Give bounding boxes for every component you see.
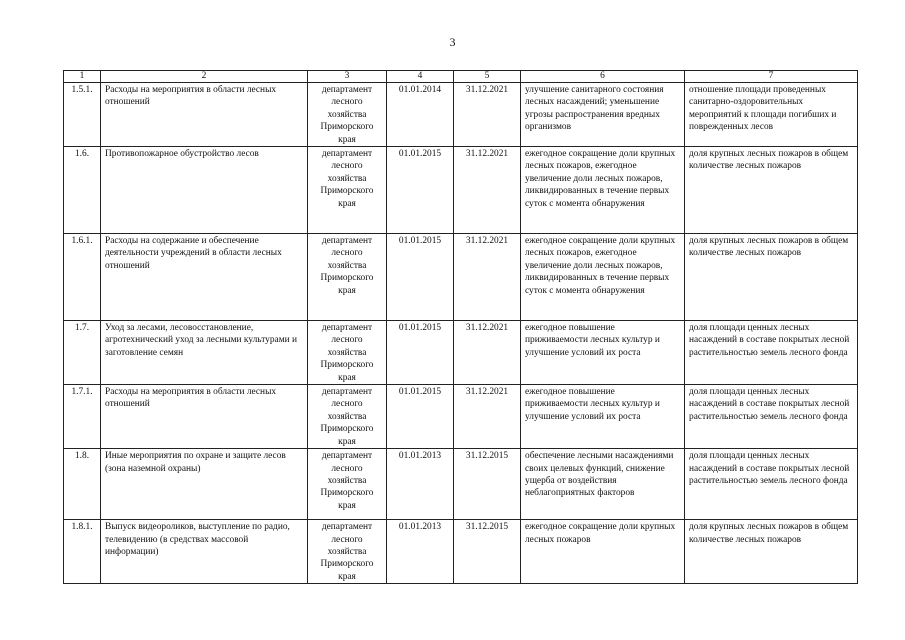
activity-name: Расходы на мероприятия в области лесных отношений	[101, 83, 308, 147]
row-number: 1.8.	[64, 449, 101, 520]
table-row	[64, 83, 858, 147]
row-number: 1.5.1.	[64, 83, 101, 147]
expected-result: ежегодное повышение приживаемости лесных культур и улучшение условий их роста	[521, 385, 685, 449]
start-date: 01.01.2015	[387, 234, 454, 321]
end-date: 31.12.2021	[454, 147, 521, 234]
column-header: 2	[101, 71, 308, 83]
activity-name: Выпуск видеороликов, выступление по радио, телевидению (в средствах массовой информации)	[101, 520, 308, 584]
end-date: 31.12.2021	[454, 321, 521, 385]
activity-name: Противопожарное обустройство лесов	[101, 147, 308, 234]
indicator: доля площади ценных лесных насаждений в составе покрытых лесной растительностью земель лесного фонда	[685, 449, 858, 520]
indicator: доля крупных лесных пожаров в общем количестве лесных пожаров	[685, 147, 858, 234]
start-date: 01.01.2013	[387, 449, 454, 520]
table-row	[64, 147, 858, 234]
table-header-row	[64, 71, 858, 83]
end-date: 31.12.2015	[454, 520, 521, 584]
table-row	[64, 520, 858, 584]
indicator: доля крупных лесных пожаров в общем количестве лесных пожаров	[685, 234, 858, 321]
expected-result: обеспечение лесными насаждениями своих целевых функций, снижение ущерба от воздействия неблагоприятных факторов	[521, 449, 685, 520]
responsible-department: департамент лесного хозяйства Приморского края	[308, 385, 387, 449]
table-row	[64, 385, 858, 449]
indicator: доля площади ценных лесных насаждений в составе покрытых лесной растительностью земель лесного фонда	[685, 321, 858, 385]
end-date: 31.12.2015	[454, 449, 521, 520]
expected-result: ежегодное сокращение доли крупных лесных пожаров	[521, 520, 685, 584]
program-table	[63, 70, 858, 584]
activity-name: Иные мероприятия по охране и защите лесов (зона наземной охраны)	[101, 449, 308, 520]
column-header: 6	[521, 71, 685, 83]
start-date: 01.01.2015	[387, 147, 454, 234]
expected-result: улучшение санитарного состояния лесных насаждений; уменьшение угрозы распространения вредных организмов	[521, 83, 685, 147]
start-date: 01.01.2015	[387, 321, 454, 385]
activity-name: Уход за лесами, лесовосстановление, агротехнический уход за лесными культурами и заготовление семян	[101, 321, 308, 385]
responsible-department: департамент лесного хозяйства Приморского края	[308, 234, 387, 321]
column-header: 3	[308, 71, 387, 83]
end-date: 31.12.2021	[454, 83, 521, 147]
indicator: доля площади ценных лесных насаждений в составе покрытых лесной растительностью земель лесного фонда	[685, 385, 858, 449]
responsible-department: департамент лесного хозяйства Приморского края	[308, 449, 387, 520]
activity-name: Расходы на содержание и обеспечение деятельности учреждений в области лесных отношений	[101, 234, 308, 321]
column-header: 7	[685, 71, 858, 83]
start-date: 01.01.2015	[387, 385, 454, 449]
end-date: 31.12.2021	[454, 385, 521, 449]
row-number: 1.7.	[64, 321, 101, 385]
row-number: 1.6.1.	[64, 234, 101, 321]
table-row	[64, 321, 858, 385]
row-number: 1.8.1.	[64, 520, 101, 584]
table-row	[64, 234, 858, 321]
responsible-department: департамент лесного хозяйства Приморского края	[308, 321, 387, 385]
responsible-department: департамент лесного хозяйства Приморского края	[308, 147, 387, 234]
responsible-department: департамент лесного хозяйства Приморского края	[308, 83, 387, 147]
table-row	[64, 449, 858, 520]
responsible-department: департамент лесного хозяйства Приморского края	[308, 520, 387, 584]
expected-result: ежегодное сокращение доли крупных лесных пожаров, ежегодное увеличение доли лесных пожаров, ликвидированных в течение первых суток с момента обнаружения	[521, 147, 685, 234]
activity-name: Расходы на мероприятия в области лесных отношений	[101, 385, 308, 449]
column-header: 1	[64, 71, 101, 83]
end-date: 31.12.2021	[454, 234, 521, 321]
page-number: 3	[449, 35, 456, 49]
expected-result: ежегодное сокращение доли крупных лесных пожаров, ежегодное увеличение доли лесных пожаров, ликвидированных в течение первых суток с момента обнаружения	[521, 234, 685, 321]
row-number: 1.7.1.	[64, 385, 101, 449]
indicator: отношение площади проведенных санитарно-оздоровительных мероприятий к площади погибших и поврежденных лесов	[685, 83, 858, 147]
row-number: 1.6.	[64, 147, 101, 234]
start-date: 01.01.2014	[387, 83, 454, 147]
column-header: 5	[454, 71, 521, 83]
expected-result: ежегодное повышение приживаемости лесных культур и улучшение условий их роста	[521, 321, 685, 385]
indicator: доля крупных лесных пожаров в общем количестве лесных пожаров	[685, 520, 858, 584]
column-header: 4	[387, 71, 454, 83]
start-date: 01.01.2013	[387, 520, 454, 584]
